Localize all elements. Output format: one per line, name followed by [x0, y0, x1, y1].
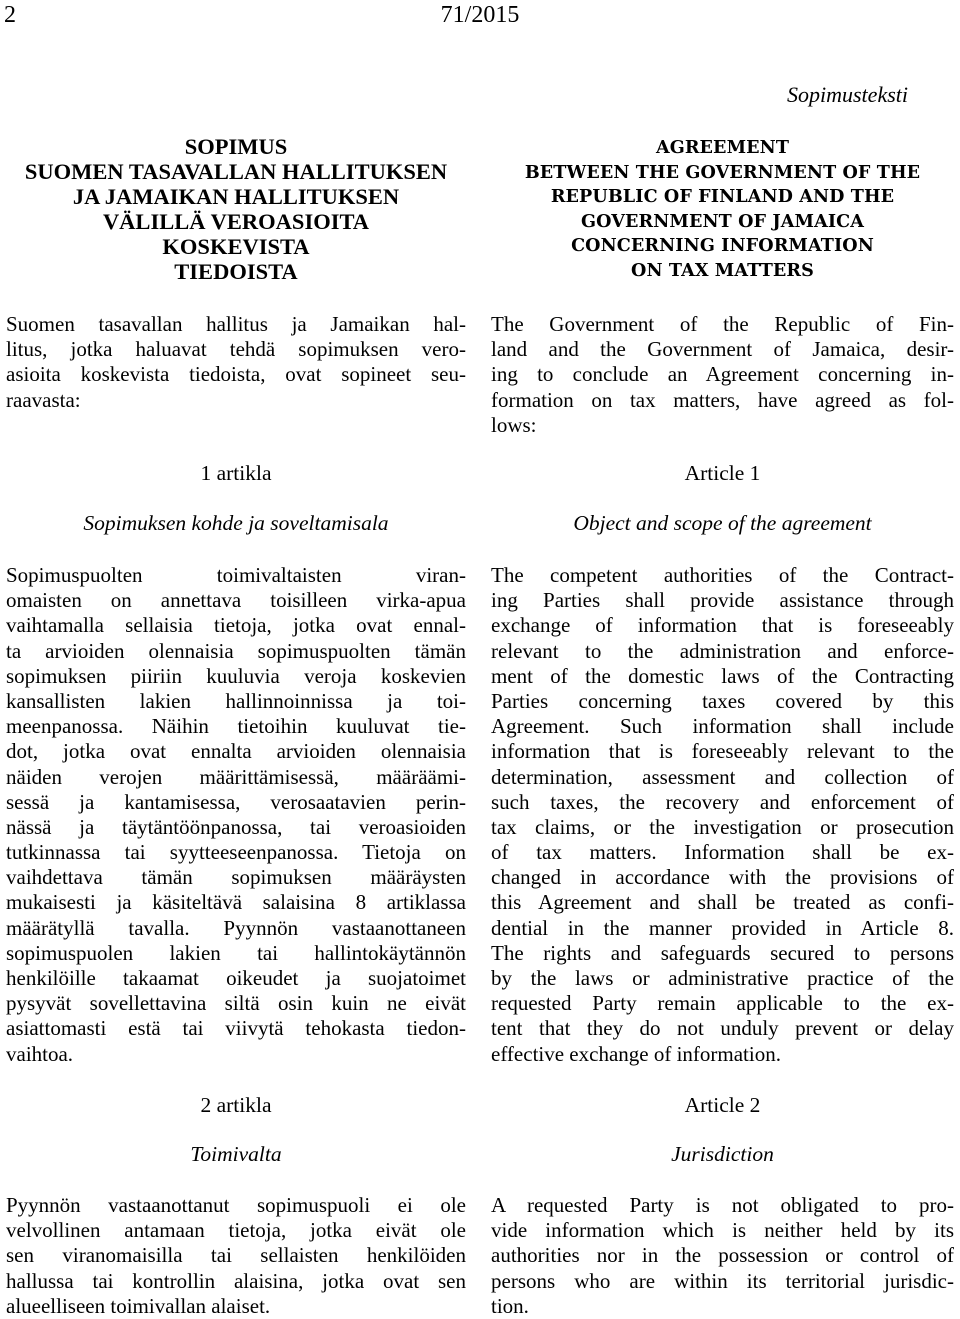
text-line: formation on tax matters, have agreed as fol-	[491, 387, 954, 412]
document-number: 71/2015	[440, 2, 520, 28]
text-line: vaihdettava tämän sopimuksen määräysten	[6, 865, 466, 890]
english-article-1-title: Object and scope of the agreement	[573, 511, 872, 535]
text-line: changed in accordance with the provisions of	[491, 865, 954, 890]
finnish-title	[6, 134, 466, 284]
text-line: hallussa tai kontrollin alaisina, jotka ovat sen	[6, 1268, 466, 1293]
title-line: REPUBLIC OF FINLAND AND THE	[550, 186, 895, 208]
finnish-article-2-heading: 2 artikla	[200, 1093, 272, 1117]
text-line: sen viranomaisilla tai sellaisten henkilöiden	[6, 1243, 466, 1268]
text-line: ment of the domestic laws of the Contracting	[491, 663, 954, 688]
text-line: alueelliseen toimivallan alaiset.	[6, 1293, 271, 1318]
text-line: vaihtoa.	[6, 1041, 74, 1066]
english-article-2-heading: Article 2	[684, 1093, 761, 1117]
title-line: ON TAX MATTERS	[631, 259, 814, 281]
text-line: asioita koskevista tiedoista, ovat sopineet seu-	[6, 362, 466, 387]
text-line: sopimuksen piiriin kuuluvia veroja koskevien	[6, 663, 466, 688]
text-line: nässä ja täytäntöönpanossa, tai veroasioiden	[6, 814, 466, 839]
page-number: 2	[4, 2, 16, 28]
text-line: henkilöille takaamat oikeudet ja suojatoimet	[6, 966, 466, 990]
text-line: lows:	[491, 412, 537, 437]
text-line: such taxes, the recovery and enforcement of	[491, 789, 954, 814]
text-line: kansallisten lakien hallinnoinnissa ja toi-	[6, 688, 466, 713]
text-line: meenpanossa. Näihin tietoihin kuuluvat tie-	[6, 714, 466, 739]
text-line: this Agreement and shall be treated as confi-	[491, 890, 954, 915]
text-line: ing Parties shall provide assistance through	[491, 588, 954, 613]
text-line: omaisten on annettava toisilleen virka-apua	[6, 588, 466, 613]
finnish-article-1-heading: 1 artikla	[200, 461, 272, 485]
english-article-2-text	[491, 1193, 954, 1319]
text-line: Agreement. Such information shall include	[491, 714, 954, 739]
title-line: VÄLILLÄ VEROASIOITA	[102, 209, 370, 234]
text-line: pysyvät sovellettavina siltä osin kuin ne eivät	[6, 991, 466, 1016]
finnish-preamble	[6, 312, 466, 413]
finnish-article-1-text	[6, 563, 466, 1067]
text-line: vide information which is neither held by its	[491, 1218, 954, 1243]
title-line: CONCERNING INFORMATION	[571, 235, 874, 257]
text-line: näiden verojen määrittämisessä, määräämi-	[6, 764, 466, 789]
title-line: JA JAMAIKAN HALLITUKSEN	[72, 184, 400, 209]
text-line: of tax matters. Information shall be ex-	[491, 840, 954, 865]
text-line: tent that they do not unduly prevent or delay	[491, 1016, 954, 1041]
text-line: The Government of the Republic of Fin-	[491, 312, 954, 336]
english-article-2-title: Jurisdiction	[671, 1142, 774, 1166]
text-line: asiattomasti estä tai viivytä tehokasta tiedon-	[6, 1016, 466, 1041]
title-line: GOVERNMENT OF JAMAICA	[580, 210, 864, 232]
text-line: dot, jotka ovat ennalta arvioiden olennaisia	[6, 739, 466, 764]
text-line: tax claims, or the investigation or prosecution	[491, 814, 954, 839]
text-line: raavasta:	[6, 387, 81, 412]
text-line: velvollinen antamaan tietoja, jotka eivät ole	[6, 1218, 466, 1243]
text-line: tutkinnassa tai syytteeseenpanossa. Tietoja on	[6, 840, 466, 865]
text-line: tion.	[491, 1293, 529, 1318]
title-line: BETWEEN THE GOVERNMENT OF THE	[524, 161, 921, 183]
text-line: ing to conclude an Agreement concerning in-	[491, 362, 954, 387]
section-label: Sopimusteksti	[787, 82, 908, 107]
finnish-article-2-text	[6, 1193, 466, 1319]
text-line: by the laws or administrative practice of the	[491, 966, 954, 990]
text-line: requested Party remain applicable to the ex-	[491, 991, 954, 1016]
text-line: Parties concerning taxes covered by this	[491, 688, 954, 713]
text-line: Sopimuspuolten toimivaltaisten viran-	[6, 563, 466, 587]
text-line: dential in the manner provided in Article 8.	[491, 915, 954, 940]
text-line: The rights and safeguards secured to persons	[491, 940, 954, 965]
text-line: determination, assessment and collection of	[491, 764, 954, 789]
english-article-1-heading: Article 1	[684, 461, 761, 485]
title-line: SUOMEN TASAVALLAN HALLITUKSEN	[24, 159, 448, 184]
text-line: authorities nor in the possession or control of	[491, 1243, 954, 1268]
text-line: persons who are within its territorial jurisdic-	[491, 1268, 954, 1293]
text-line: litus, jotka haluavat tehdä sopimuksen vero-	[6, 337, 466, 362]
title-line: KOSKEVISTA	[162, 234, 310, 259]
text-line: The competent authorities of the Contract-	[491, 563, 954, 587]
text-line: Pyynnön vastaanottanut sopimuspuoli ei ole	[6, 1193, 466, 1217]
title-line: TIEDOISTA	[174, 259, 298, 284]
english-preamble	[491, 312, 954, 438]
finnish-article-2-title: Toimivalta	[190, 1142, 282, 1166]
text-line: information that is foreseeably relevant to the	[491, 739, 954, 764]
title-line: AGREEMENT	[655, 137, 790, 158]
finnish-article-1-title: Sopimuksen kohde ja soveltamisala	[83, 511, 389, 535]
text-line: relevant to the administration and enforce-	[491, 638, 954, 663]
english-article-1-text	[491, 563, 954, 1067]
title-line: SOPIMUS	[184, 134, 288, 159]
text-line: määrätyllä tavalla. Pyynnön vastaanottaneen	[6, 915, 466, 940]
text-line: Suomen tasavallan hallitus ja Jamaikan hal-	[6, 312, 466, 336]
text-line: sessä ja kantamisessa, verosaatavien perin-	[6, 789, 466, 814]
text-line: mukaisesti ja käsiteltävä salaisina 8 artiklassa	[6, 890, 466, 915]
text-line: exchange of information that is foreseeably	[491, 613, 954, 638]
text-line: land and the Government of Jamaica, desir-	[491, 337, 954, 362]
text-line: sopimuspuolen lakien tai hallintokäytännön	[6, 940, 466, 965]
text-line: A requested Party is not obligated to pro-	[491, 1193, 954, 1217]
text-line: effective exchange of information.	[491, 1041, 781, 1066]
english-title	[491, 136, 954, 284]
text-line: vaihtamalla sellaisia tietoja, jotka ovat ennal-	[6, 613, 466, 638]
text-line: ta arvioiden olennaisia sopimuspuolten tämän	[6, 638, 466, 663]
